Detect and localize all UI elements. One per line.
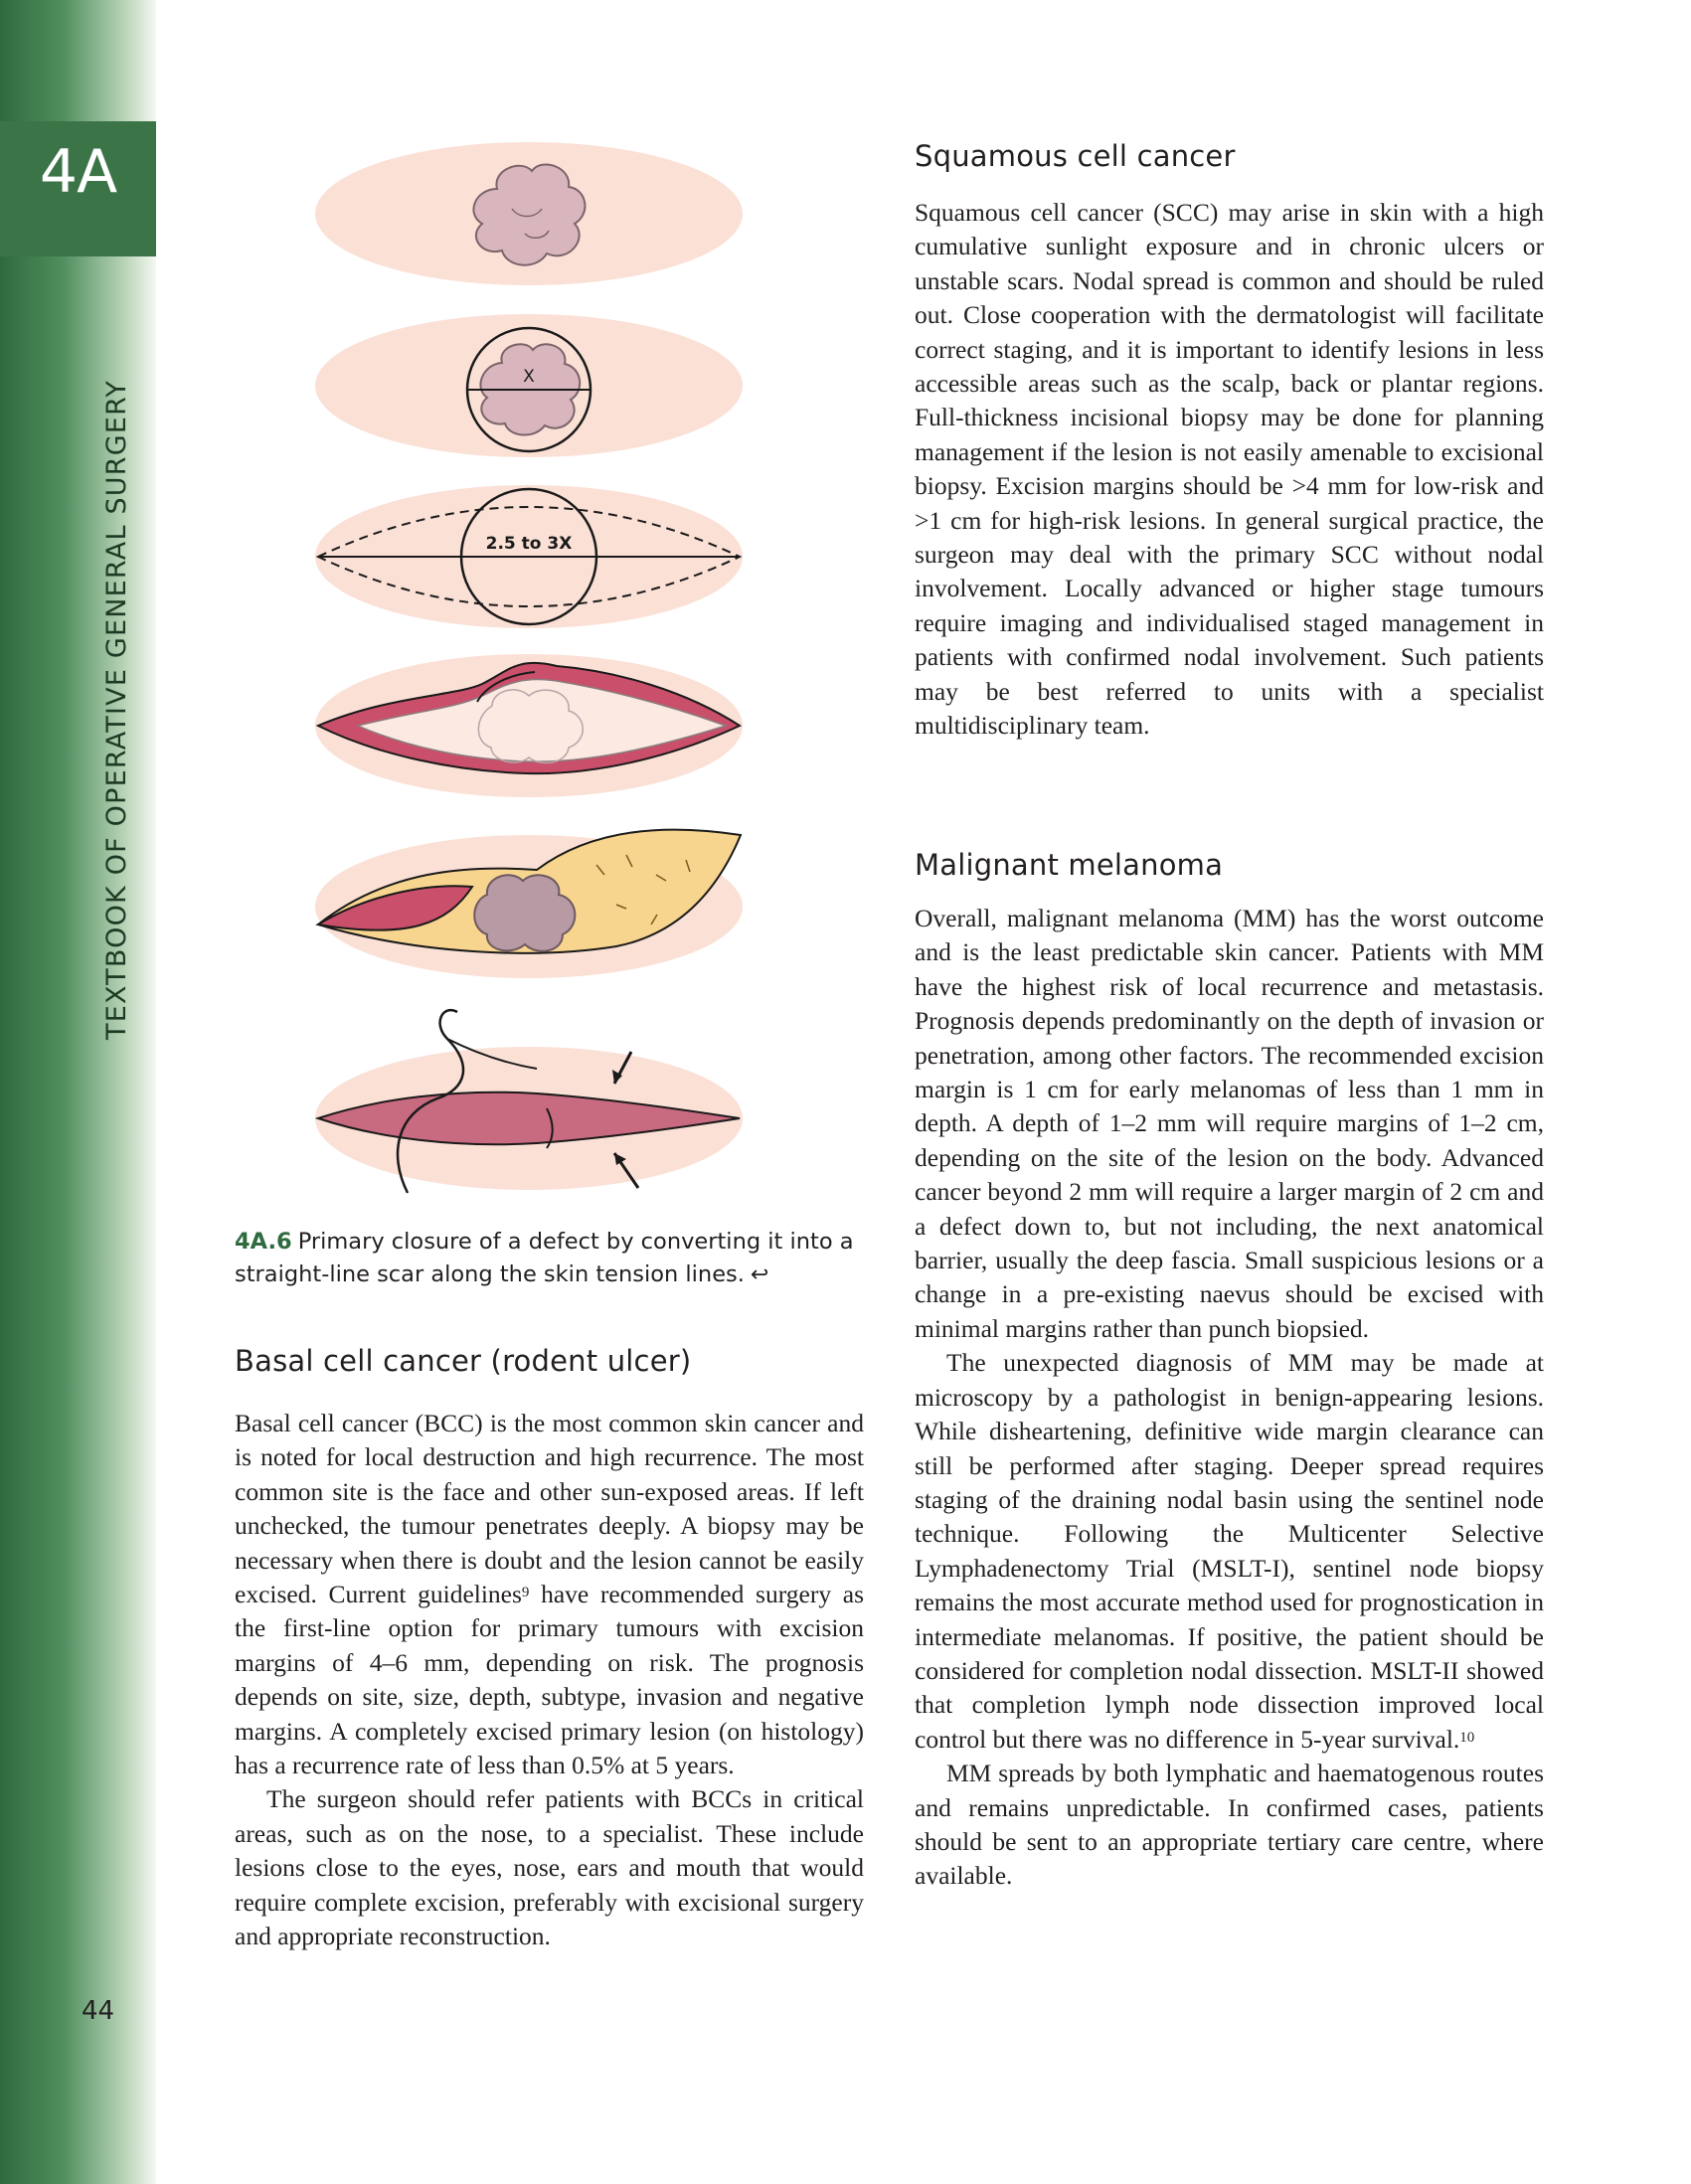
mm-p2-text: The unexpected diagnosis of MM may be made at microscopy by a pathologist in benign-appearing lesions. While disheartening, definitive wide margin clearance can still be performed after staging. Deeper spread requires staging of the draining nodal basin using the sentinel node technique. Following the Multicenter Selective Lymphadenectomy Trial (MSLT-I), sentinel node biopsy remains the most accurate method used for prognostication in intermediate melanomas. If positive, the patient should be considered for completion nodal dissection. MSLT-II showed that completion lymph node dissection improved local control but there was no difference in 5-year survival. [915, 1348, 1544, 1754]
step-ellipse-plan [315, 485, 743, 628]
page-number: 44 [82, 1996, 115, 2026]
reference-10[interactable]: 10 [1459, 1729, 1475, 1746]
heading-mm: Malignant melanoma [915, 848, 1224, 882]
step-lesion [315, 142, 743, 285]
step-closure [315, 1010, 743, 1193]
figure-illustration [298, 139, 765, 1213]
section-label: 4A [39, 137, 117, 207]
heading-scc: Squamous cell cancer [915, 139, 1236, 173]
figure-number: 4A.6 [235, 1229, 292, 1255]
reference-9[interactable]: 9 [521, 1585, 530, 1601]
running-head: TEXTBOOK OF OPERATIVE GENERAL SURGERY [101, 379, 132, 1040]
scc-paragraph-1: Squamous cell cancer (SCC) may arise in skin with a high cumulative sunlight exposure and in chronic ulcers or unstable scars. Nodal spread is common and should be ruled out. Close cooperation with the dermatologist will facilitate correct staging, and it is important to identify lesions in less accessible areas such as the scalp, back or plantar regions. Full-thickness incisional biopsy may be done for planning management if the lesion is not easily amenable to excisional biopsy. Excision margins should be >4 mm for low-risk and >1 cm for high-risk lesions. In general surgical practice, the surgeon may deal with the primary SCC without nodal involvement. Locally advanced or higher stage tumours require imaging and individualised staged management in patients with confirmed nodal involvement. Such patients may be best referred to units with a specialist multidisciplinary team. [915, 198, 1544, 741]
step-undermining [315, 830, 743, 978]
scc-body [915, 196, 1544, 744]
step-incision [315, 654, 743, 797]
mm-paragraph-2 [915, 1346, 1544, 1757]
bcc-p1-text-a: Basal cell cancer (BCC) is the most common skin cancer and is noted for local destruction and high recurrence. The most common site is the face and other sun-exposed areas. If left unchecked, the tumour penetrates deeply. A biopsy may be necessary when there is doubt and the lesion cannot be easily excised. Current guidelines [235, 1409, 864, 1609]
figure-caption-text: Primary closure of a defect by converting it into a straight-line scar along the skin tension lines. [235, 1229, 854, 1287]
bcc-paragraph-1 [235, 1407, 864, 1782]
length-label: 2.5 to 3X [485, 534, 573, 554]
mm-paragraph-1: Overall, malignant melanoma (MM) has the worst outcome and is the least predictable skin cancer. Patients with MM have the highest risk of local recurrence and metastasis. Prognosis depends predominantly on the depth of invasion or penetration, among other factors. The recommended excision margin is 1 cm for early melanomas of less than 1 mm in depth. A depth of 1–2 mm will require margins of 1–2 cm, depending on the site of the lesion on the body. Advanced cancer beyond 2 mm will require a larger margin of 2 cm and a defect down to, but not including, the next anatomical barrier, usually the deep fascia. Small suspicious lesions or a change in a pre-existing naevus should be excised with minimal margins rather than punch biopsied. [915, 904, 1544, 1343]
width-label-x: X [523, 367, 535, 387]
bcc-body [235, 1407, 864, 1954]
figure-caption [235, 1226, 871, 1291]
bcc-paragraph-2: The surgeon should refer patients with BCCs in critical areas, such as on the nose, to a specialist. These include lesions close to the eyes, nose, ears and mouth that would require complete excision, preferably with excisional surgery and appropriate reconstruction. [235, 1784, 864, 1951]
step-circle-margin [315, 314, 743, 457]
mm-body [915, 902, 1544, 1894]
sidebar-band [0, 0, 156, 2184]
bcc-p1-text-b: have recommended surgery as the first-line option for primary tumours with excision margins of 4–6 mm, depending on risk. The prognosis depends on site, size, depth, subtype, invasion and negative margins. A completely excised primary lesion (on histology) has a recurrence rate of less than 0.5% at 5 years. [235, 1580, 864, 1780]
return-arrow-icon[interactable]: ↩ [750, 1262, 769, 1287]
mm-paragraph-3: MM spreads by both lymphatic and haematogenous routes and remains unpredictable. In confirmed cases, patients should be sent to an appropriate tertiary care centre, where available. [915, 1759, 1544, 1891]
heading-bcc: Basal cell cancer (rodent ulcer) [235, 1344, 692, 1378]
